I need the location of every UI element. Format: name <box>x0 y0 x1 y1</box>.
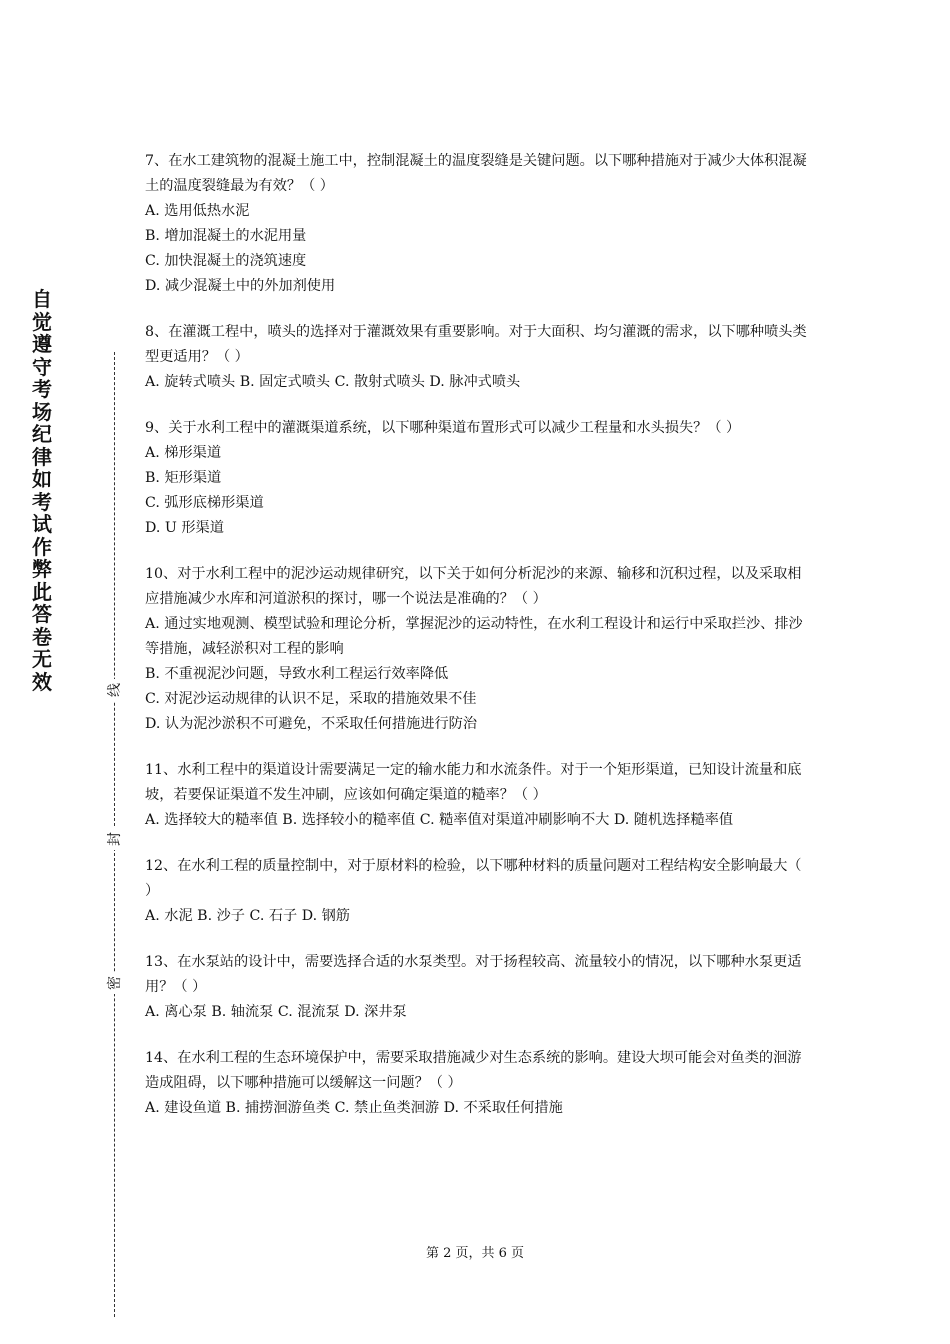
question-12 <box>145 854 810 929</box>
question-stem: 12、在水利工程的质量控制中，对于原材料的检验，以下哪种材料的质量问题对工程结构安全影响最大（ ） <box>145 858 802 899</box>
page-number: 第 2 页，共 6 页 <box>425 1246 525 1261</box>
question-stem: 7、在水工建筑物的混凝土施工中，控制混凝土的温度裂缝是关键问题。以下哪种措施对于减少大体积混凝土的温度裂缝最为有效？（ ） <box>145 153 807 194</box>
question-13 <box>145 950 810 1025</box>
option-a: A. 通过实地观测、模型试验和理论分析，掌握泥沙的运动特性，在水利工程设计和运行中采取拦沙、排沙等措施，减轻淤积对工程的影响 <box>145 616 803 657</box>
option-c: C. 加快混凝土的浇筑速度 <box>145 253 307 269</box>
option-b: B. 增加混凝土的水泥用量 <box>145 228 307 244</box>
question-stem: 10、对于水利工程中的泥沙运动规律研究，以下关于如何分析泥沙的来源、输移和沉积过程，以及采取相应措施减少水库和河道淤积的探讨，哪一个说法是准确的？（ ） <box>145 566 802 607</box>
binding-mark-line: 线 <box>104 679 126 701</box>
option-b: B. 矩形渠道 <box>145 470 222 486</box>
question-9 <box>145 416 810 541</box>
question-8 <box>145 320 810 395</box>
option-d: D. 减少混凝土中的外加剂使用 <box>145 278 336 294</box>
option-c: C. 弧形底梯形渠道 <box>145 495 264 511</box>
option-c: C. 对泥沙运动规律的认识不足，采取的措施效果不佳 <box>145 691 477 707</box>
options-line: A. 离心泵 B. 轴流泵 C. 混流泵 D. 深井泵 <box>145 1004 407 1020</box>
binding-mark-secret: 密 <box>104 972 126 994</box>
question-7 <box>145 149 810 299</box>
question-14 <box>145 1046 810 1121</box>
binding-mark-seal: 封 <box>104 828 126 850</box>
question-list <box>145 149 810 1142</box>
question-11 <box>145 758 810 833</box>
question-10 <box>145 562 810 737</box>
options-line: A. 旋转式喷头 B. 固定式喷头 C. 散射式喷头 D. 脉冲式喷头 <box>145 374 521 390</box>
option-d: D. 认为泥沙淤积不可避免，不采取任何措施进行防治 <box>145 716 478 732</box>
question-stem: 11、水利工程中的渠道设计需要满足一定的输水能力和水流条件。对于一个矩形渠道，已知设计流量和底坡，若要保证渠道不发生冲刷，应该如何确定渠道的糙率？（ ） <box>145 762 802 803</box>
options-line: A. 水泥 B. 沙子 C. 石子 D. 钢筋 <box>145 908 350 924</box>
question-stem: 8、在灌溉工程中，喷头的选择对于灌溉效果有重要影响。对于大面积、均匀灌溉的需求，以下哪种喷头类型更适用？（ ） <box>145 324 807 365</box>
question-stem: 14、在水利工程的生态环境保护中，需要采取措施减少对生态系统的影响。建设大坝可能会对鱼类的洄游造成阻碍，以下哪种措施可以缓解这一问题？（ ） <box>145 1050 802 1091</box>
exam-discipline-notice: 自觉遵守考场纪律如考试作弊此答卷无效 <box>32 287 52 694</box>
option-d: D. U 形渠道 <box>145 520 224 536</box>
options-line: A. 选择较大的糙率值 B. 选择较小的糙率值 C. 糙率值对渠道冲刷影响不大 D. 随机选择糙率值 <box>145 812 734 828</box>
option-a: A. 选用低热水泥 <box>145 203 250 219</box>
options-line: A. 建设鱼道 B. 捕捞洄游鱼类 C. 禁止鱼类洄游 D. 不采取任何措施 <box>145 1100 563 1116</box>
question-stem: 9、关于水利工程中的灌溉渠道系统，以下哪种渠道布置形式可以减少工程量和水头损失？（ ） <box>145 420 741 436</box>
option-a: A. 梯形渠道 <box>145 445 222 461</box>
question-stem: 13、在水泵站的设计中，需要选择合适的水泵类型。对于扬程较高、流量较小的情况，以下哪种水泵更适用？（ ） <box>145 954 802 995</box>
option-b: B. 不重视泥沙问题，导致水利工程运行效率降低 <box>145 666 449 682</box>
